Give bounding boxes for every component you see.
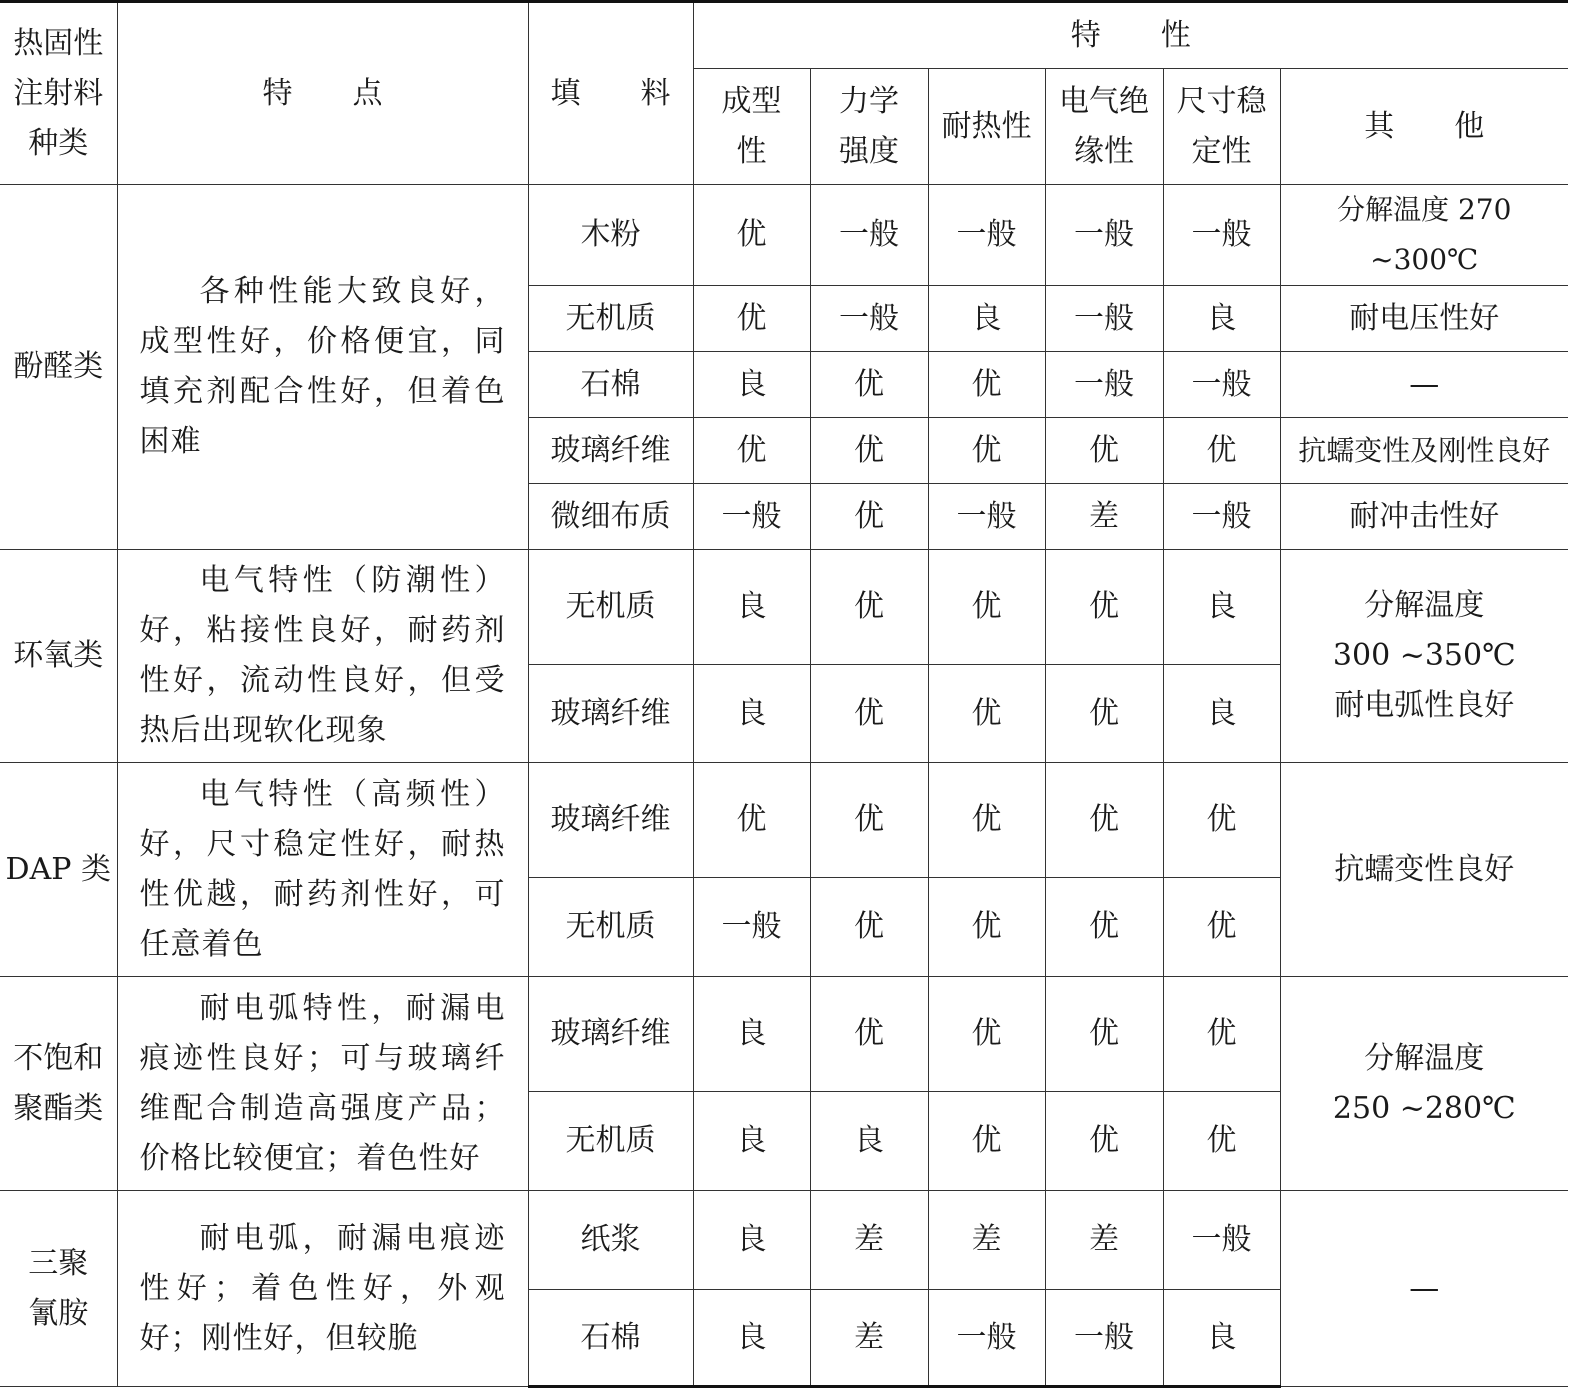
other-cell: 抗蠕变性及刚性良好	[1280, 418, 1568, 484]
rating-cell: 一般	[1045, 286, 1163, 352]
rating-cell: 优	[928, 352, 1045, 418]
rating-cell: 优	[693, 763, 810, 878]
type-name: 环氧类	[0, 550, 117, 763]
other-cell: 分解温度 270 ~300℃	[1280, 185, 1568, 286]
rating-cell: 优	[810, 352, 928, 418]
rating-cell: 一般	[1163, 185, 1280, 286]
filler-cell: 石棉	[528, 1290, 693, 1387]
rating-cell: 优	[928, 550, 1045, 665]
header-electrical: 电气绝缘性	[1045, 69, 1163, 185]
rating-cell: 良	[1163, 286, 1280, 352]
filler-cell: 玻璃纤维	[528, 418, 693, 484]
rating-cell: 良	[1163, 665, 1280, 763]
header-moldability: 成型性	[693, 69, 810, 185]
other-cell: 耐冲击性好	[1280, 484, 1568, 550]
feature-text: 耐电弧特性，耐漏电痕迹性良好；可与玻璃纤维配合制造高强度产品；价格比较便宜；着色性好	[117, 977, 528, 1191]
filler-cell: 无机质	[528, 878, 693, 977]
rating-cell: 良	[1163, 550, 1280, 665]
filler-cell: 微细布质	[528, 484, 693, 550]
rating-cell: 差	[810, 1191, 928, 1290]
filler-cell: 玻璃纤维	[528, 665, 693, 763]
filler-cell: 木粉	[528, 185, 693, 286]
feature-text: 电气特性（防潮性）好，粘接性良好，耐药剂性好，流动性良好，但受热后出现软化现象	[117, 550, 528, 763]
filler-cell: 纸浆	[528, 1191, 693, 1290]
filler-cell: 无机质	[528, 550, 693, 665]
header-other: 其 他	[1280, 69, 1568, 185]
rating-cell: 优	[928, 665, 1045, 763]
rating-cell: 良	[1163, 1290, 1280, 1387]
rating-cell: 一般	[1045, 185, 1163, 286]
rating-cell: 优	[810, 977, 928, 1092]
rating-cell: 优	[810, 878, 928, 977]
rating-cell: 优	[1045, 418, 1163, 484]
filler-cell: 玻璃纤维	[528, 977, 693, 1092]
rating-cell: 一般	[928, 1290, 1045, 1387]
other-cell: —	[1280, 352, 1568, 418]
header-properties: 特 性	[693, 2, 1568, 69]
rating-cell: 优	[1045, 878, 1163, 977]
rating-cell: 良	[693, 1290, 810, 1387]
rating-cell: 优	[1045, 977, 1163, 1092]
rating-cell: 良	[928, 286, 1045, 352]
rating-cell: 良	[693, 352, 810, 418]
type-name: 酚醛类	[0, 185, 117, 550]
rating-cell: 优	[1163, 1092, 1280, 1191]
rating-cell: 良	[810, 1092, 928, 1191]
rating-cell: 优	[1045, 550, 1163, 665]
rating-cell: 一般	[693, 878, 810, 977]
rating-cell: 优	[928, 977, 1045, 1092]
rating-cell: 一般	[1045, 1290, 1163, 1387]
other-cell: 抗蠕变性良好	[1280, 763, 1568, 977]
rating-cell: 一般	[928, 185, 1045, 286]
feature-text: 电气特性（高频性）好，尺寸稳定性好，耐热性优越，耐药剂性好，可任意着色	[117, 763, 528, 977]
filler-cell: 无机质	[528, 1092, 693, 1191]
table-row	[0, 763, 1568, 878]
type-name: DAP 类	[0, 763, 117, 977]
rating-cell: 良	[693, 977, 810, 1092]
rating-cell: 差	[1045, 1191, 1163, 1290]
rating-cell: 一般	[810, 286, 928, 352]
rating-cell: 优	[810, 418, 928, 484]
rating-cell: 差	[1045, 484, 1163, 550]
filler-cell: 无机质	[528, 286, 693, 352]
header-row-1	[0, 2, 1568, 69]
rating-cell: 一般	[1045, 352, 1163, 418]
table-row	[0, 1191, 1568, 1290]
other-cell: —	[1280, 1191, 1568, 1387]
other-cell: 分解温度 250 ~280℃	[1280, 977, 1568, 1191]
rating-cell: 优	[1163, 418, 1280, 484]
rating-cell: 优	[928, 878, 1045, 977]
type-name: 三聚氰胺	[0, 1191, 117, 1387]
rating-cell: 一般	[810, 185, 928, 286]
rating-cell: 优	[693, 185, 810, 286]
rating-cell: 优	[1163, 878, 1280, 977]
rating-cell: 良	[693, 665, 810, 763]
table-row	[0, 977, 1568, 1092]
rating-cell: 优	[693, 418, 810, 484]
rating-cell: 一般	[1163, 1191, 1280, 1290]
header-filler: 填 料	[528, 2, 693, 185]
rating-cell: 优	[1163, 763, 1280, 878]
table-row	[0, 550, 1568, 665]
table-row	[0, 185, 1568, 286]
header-features: 特 点	[117, 2, 528, 185]
type-name: 不饱和聚酯类	[0, 977, 117, 1191]
rating-cell: 优	[1045, 665, 1163, 763]
rating-cell: 优	[1045, 1092, 1163, 1191]
rating-cell: 优	[810, 550, 928, 665]
rating-cell: 差	[928, 1191, 1045, 1290]
rating-cell: 良	[693, 1092, 810, 1191]
rating-cell: 优	[810, 665, 928, 763]
feature-text: 各种性能大致良好，成型性好，价格便宜，同填充剂配合性好，但着色困难	[117, 185, 528, 550]
other-cell: 分解温度 300 ~350℃ 耐电弧性良好	[1280, 550, 1568, 763]
rating-cell: 优	[928, 418, 1045, 484]
rating-cell: 一般	[1163, 352, 1280, 418]
rating-cell: 差	[810, 1290, 928, 1387]
header-heat: 耐热性	[928, 69, 1045, 185]
rating-cell: 优	[1045, 763, 1163, 878]
header-mechanical: 力学强度	[810, 69, 928, 185]
rating-cell: 优	[693, 286, 810, 352]
feature-text: 耐电弧，耐漏电痕迹性好；着色性好，外观好；刚性好，但较脆	[117, 1191, 528, 1387]
filler-cell: 石棉	[528, 352, 693, 418]
rating-cell: 良	[693, 1191, 810, 1290]
header-dimensional: 尺寸稳定性	[1163, 69, 1280, 185]
rating-cell: 优	[1163, 977, 1280, 1092]
rating-cell: 优	[928, 763, 1045, 878]
rating-cell: 优	[928, 1092, 1045, 1191]
other-cell: 耐电压性好	[1280, 286, 1568, 352]
rating-cell: 一般	[1163, 484, 1280, 550]
rating-cell: 良	[693, 550, 810, 665]
rating-cell: 优	[810, 763, 928, 878]
rating-cell: 一般	[928, 484, 1045, 550]
rating-cell: 优	[810, 484, 928, 550]
header-type: 热固性注射料种类	[0, 2, 117, 185]
rating-cell: 一般	[693, 484, 810, 550]
filler-cell: 玻璃纤维	[528, 763, 693, 878]
